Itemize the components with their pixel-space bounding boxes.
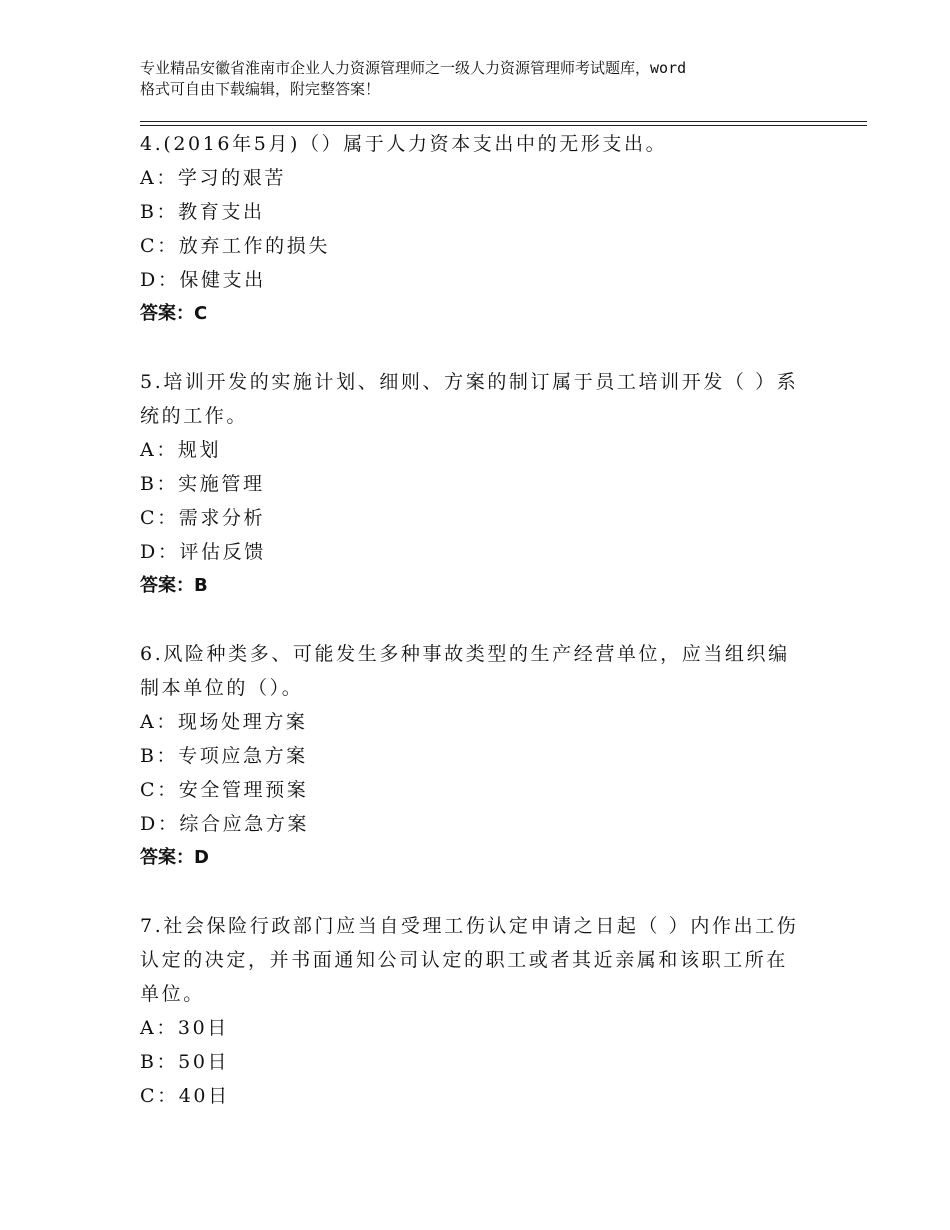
question-spacer	[140, 331, 820, 365]
option-c: C：40日	[140, 1085, 230, 1107]
option-a: A：规划	[140, 439, 222, 461]
question-text-continued: 制本单位的（）。	[140, 677, 304, 699]
question-item	[140, 637, 820, 875]
question-text-continued: 单位。	[140, 983, 205, 1005]
option-b: B：50日	[140, 1051, 230, 1073]
question-list	[140, 127, 820, 1113]
answer-label: 答案：B	[140, 575, 208, 596]
option-d: D：保健支出	[140, 269, 266, 291]
question-text: 4.(2016年5月)（）属于人力资本支出中的无形支出。	[140, 133, 668, 155]
question-spacer	[140, 875, 820, 909]
question-spacer	[140, 603, 820, 637]
question-text-continued: 认定的决定，并书面通知公司认定的职工或者其近亲属和该职工所在	[140, 949, 789, 971]
header-rule-top	[140, 121, 867, 122]
option-b: B：教育支出	[140, 201, 265, 223]
question-item	[140, 909, 820, 1113]
option-c: C：安全管理预案	[140, 779, 309, 801]
header-rule-bottom	[140, 125, 867, 126]
option-a: A：现场处理方案	[140, 711, 308, 733]
option-a: A：学习的艰苦	[140, 167, 286, 189]
header-line-2: 格式可自由下载编辑，附完整答案！	[140, 80, 381, 98]
answer-label: 答案：D	[140, 847, 209, 868]
option-c: C：需求分析	[140, 507, 266, 529]
question-item	[140, 365, 820, 603]
question-text: 5.培训开发的实施计划、细则、方案的制订属于员工培训开发（ ）系	[140, 371, 799, 393]
question-text: 7.社会保险行政部门应当自受理工伤认定申请之日起（ ）内作出工伤	[140, 915, 799, 937]
answer-label: 答案：C	[140, 303, 208, 324]
option-d: D：评估反馈	[140, 541, 266, 563]
question-text-continued: 统的工作。	[140, 405, 249, 427]
option-a: A：30日	[140, 1017, 229, 1039]
question-text: 6.风险种类多、可能发生多种事故类型的生产经营单位，应当组织编	[140, 643, 790, 665]
option-d: D：综合应急方案	[140, 813, 310, 835]
option-c: C：放弃工作的损失	[140, 235, 330, 257]
header-line-1: 专业精品安徽省淮南市企业人力资源管理师之一级人力资源管理师考试题库，word	[140, 59, 687, 77]
option-b: B：专项应急方案	[140, 745, 308, 767]
document-header	[140, 58, 840, 100]
option-b: B：实施管理	[140, 473, 265, 495]
question-item	[140, 127, 820, 331]
